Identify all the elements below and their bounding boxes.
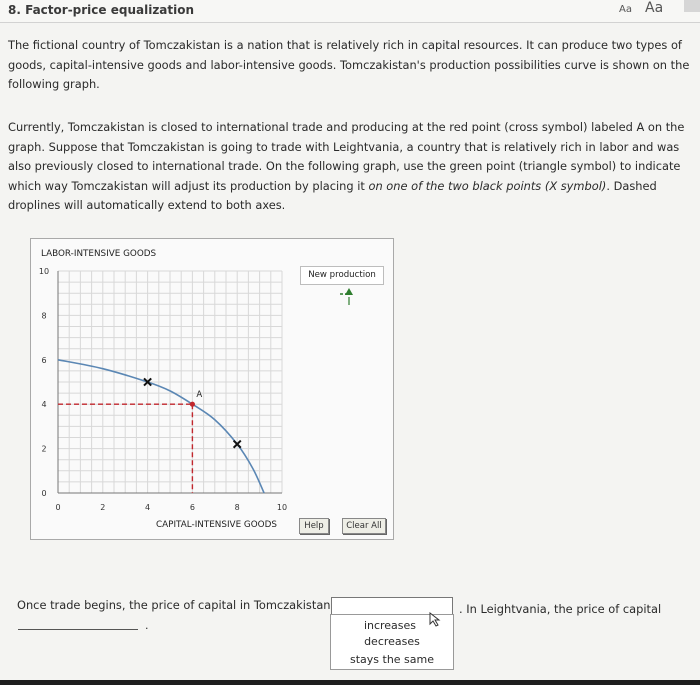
- x-tick-label: 6: [189, 503, 195, 512]
- question-once-text: Once trade begins, the price of capital in Tomczakistan: [17, 598, 331, 612]
- question-title: 8. Factor-price equalization: [8, 3, 195, 17]
- instruction-paragraph: [8, 118, 696, 216]
- option-stays-the-same[interactable]: stays the same: [349, 653, 435, 666]
- new-production-legend: New production: [300, 266, 384, 285]
- y-tick-label: 6: [41, 355, 47, 365]
- option-increases[interactable]: increases: [363, 619, 417, 632]
- instruction-emphasis-1: on one of the two black points: [368, 178, 542, 193]
- instruction-text-3: . Dashed droplines will automatically extend to both axes.: [8, 178, 657, 212]
- font-size-large-button[interactable]: Aa: [645, 0, 664, 16]
- y-tick-label: 4: [41, 400, 47, 410]
- x-tick-label: 0: [55, 503, 61, 512]
- font-size-small-button[interactable]: Aa: [619, 4, 632, 15]
- help-button[interactable]: Help: [299, 518, 329, 534]
- y-tick-label: 10: [38, 267, 50, 276]
- point-a-marker[interactable]: [190, 402, 195, 407]
- clear-all-button[interactable]: Clear All: [342, 518, 386, 534]
- x-tick-label: 8: [234, 503, 240, 512]
- header-bar: [0, 0, 700, 23]
- point-a-label: A: [196, 390, 203, 401]
- intro-paragraph: The fictional country of Tomczakistan is a nation that is relatively rich in capital resources. It can produce two types of goods, capital-intensive goods and labor-intensive goods. Tomczakistan's production possibilities curve is shown on the following graph.: [8, 38, 690, 91]
- y-tick-label: 8: [41, 311, 47, 321]
- bottom-bar: [0, 680, 700, 685]
- period-text: .: [145, 619, 149, 632]
- instruction-text-1: Currently, Tomczakistan is closed to international trade and producing at the red point (cross symbol) labeled A on the graph. Suppose that Tomczakistan is going to trade with Leightvania, a country that is relatively rich in labor and was also previously closed to international trade. On the following graph, use the green point (triangle symbol) to indicate which way Tomczakistan will adjust its production by placing it: [8, 120, 685, 193]
- x-tick-label: 4: [145, 503, 151, 512]
- leightvania-text: . In Leightvania, the price of capital: [459, 602, 662, 616]
- point-a-dot: [190, 402, 195, 407]
- corner-tab: [684, 0, 700, 12]
- x-tick-label: 2: [100, 503, 106, 512]
- y-tick-label: 2: [41, 444, 47, 454]
- y-axis-label: LABOR-INTENSIVE GOODS: [41, 249, 157, 259]
- new-production-triangle-icon[interactable]: [340, 288, 353, 305]
- option-decreases[interactable]: decreases: [364, 635, 420, 648]
- mouse-cursor-icon: [429, 612, 441, 628]
- x-tick-label: 10: [276, 503, 288, 512]
- y-tick-label: 0: [41, 489, 47, 498]
- x-axis-label: CAPITAL-INTENSIVE GOODS: [156, 520, 277, 530]
- instruction-emphasis-2: (X symbol): [544, 178, 607, 193]
- answer-blank: [18, 629, 138, 630]
- graph-panel: [30, 238, 394, 540]
